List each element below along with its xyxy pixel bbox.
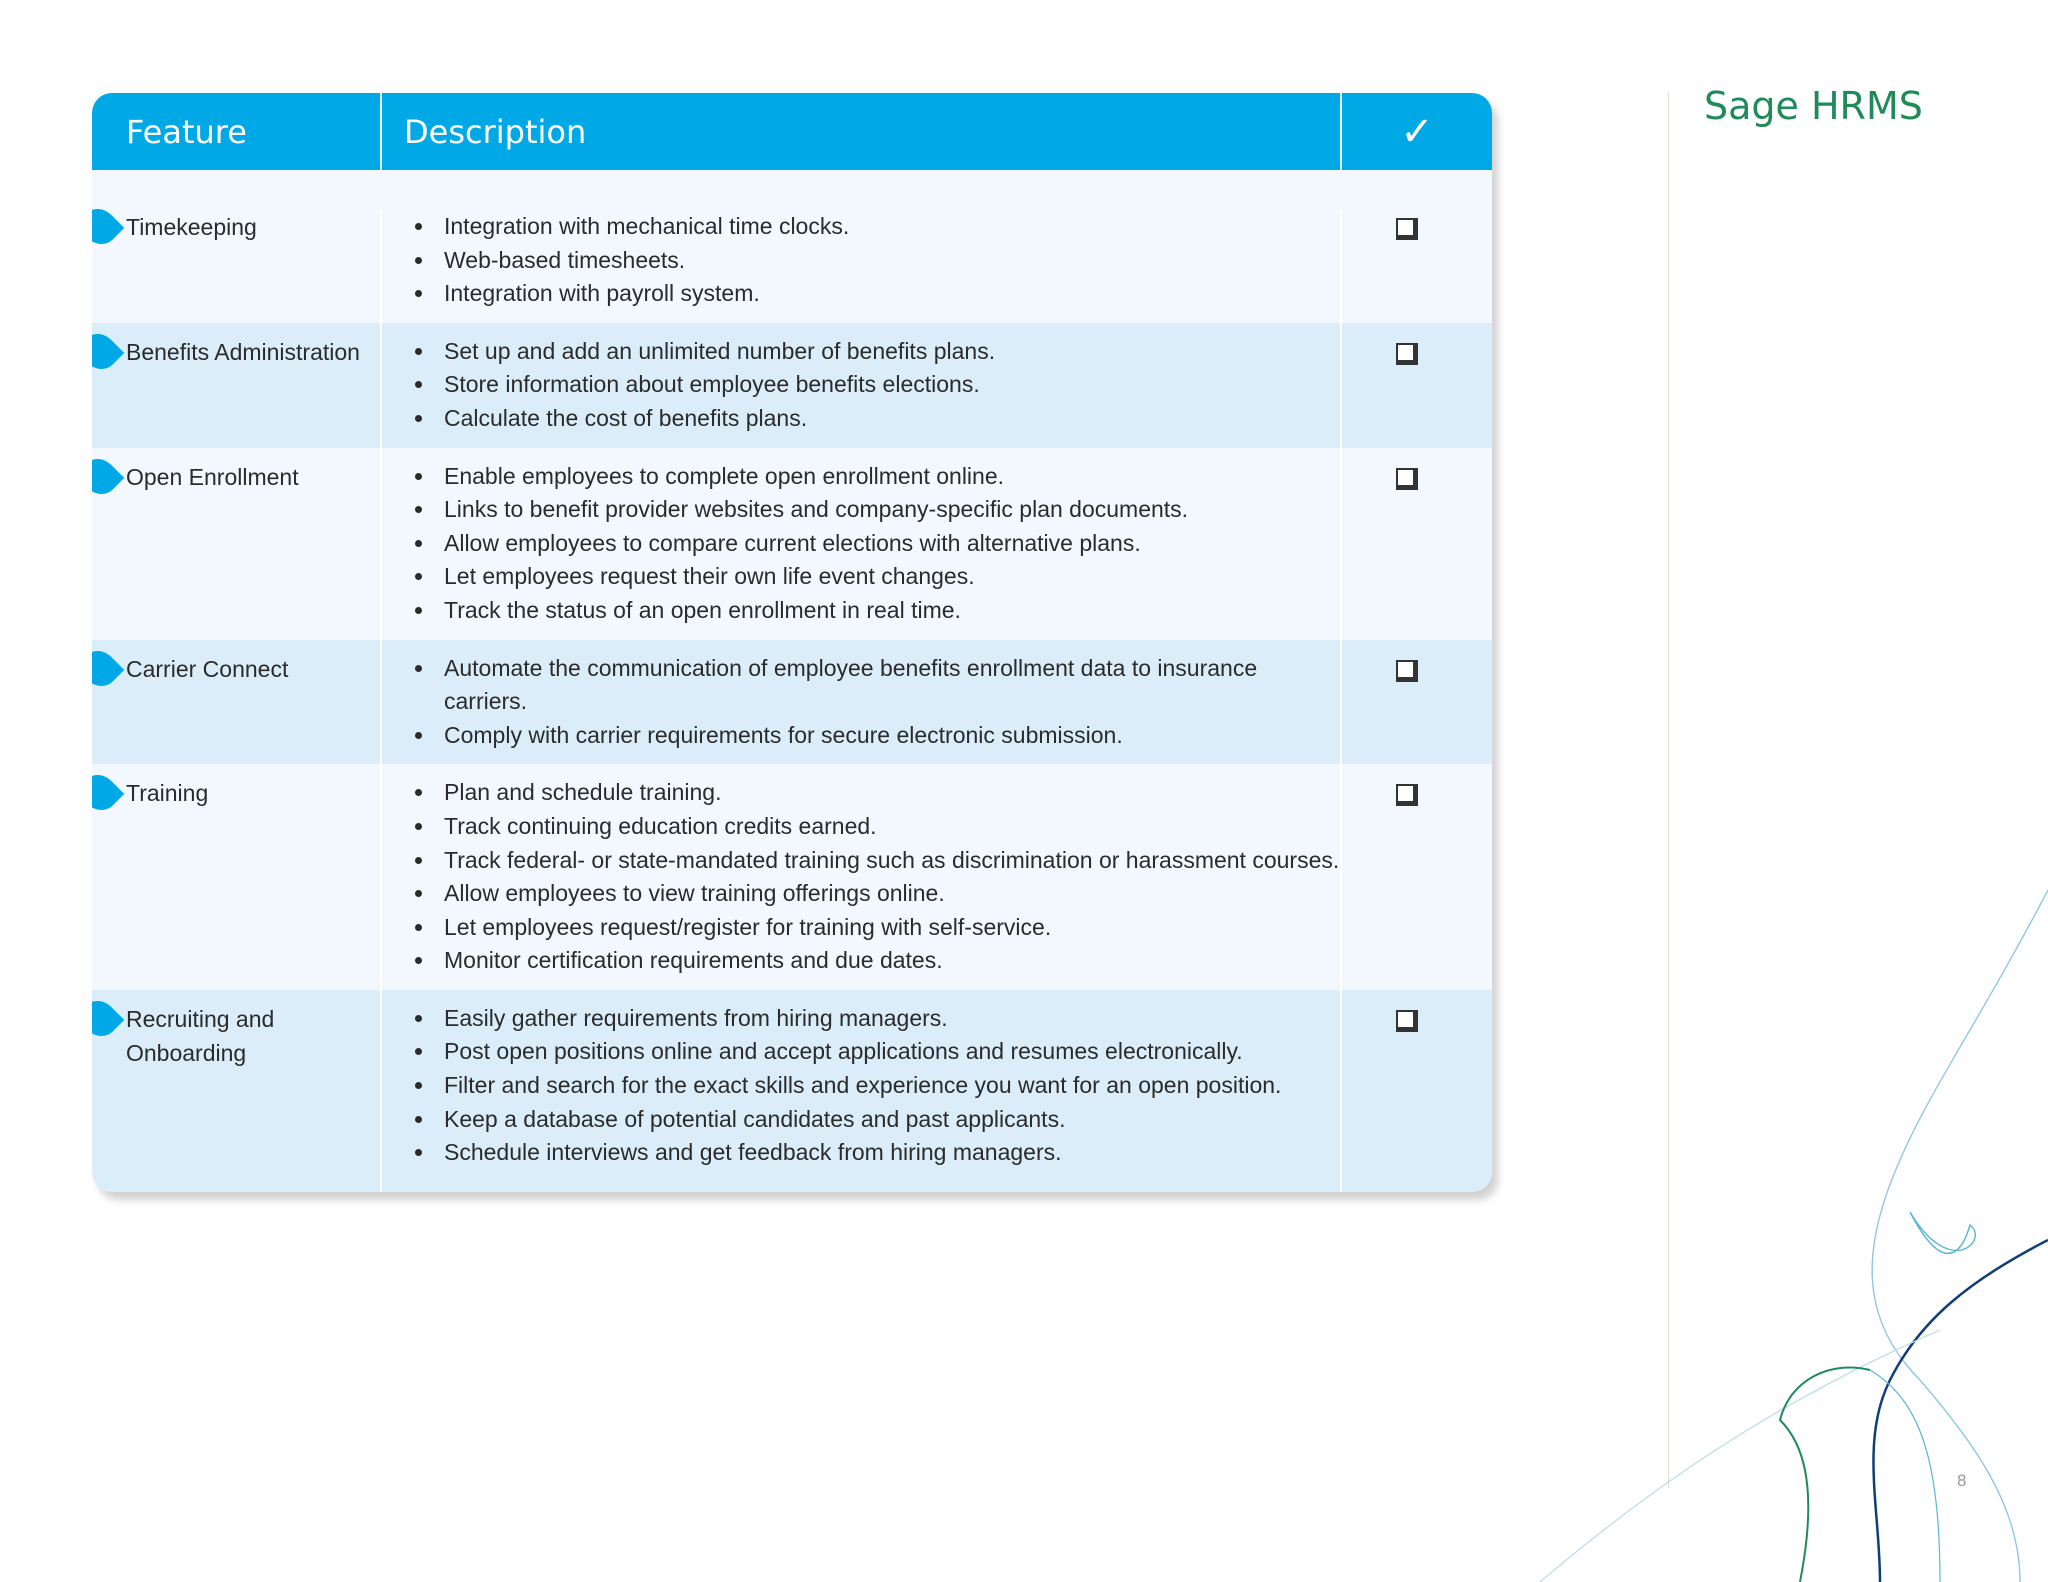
description-item: • Web-based timesheets. — [436, 244, 1340, 278]
feature-label: Carrier Connect — [126, 655, 289, 682]
description-item: • Schedule interviews and get feedback from hiring managers. — [436, 1136, 1340, 1170]
description-item: • Let employees request their own life event changes. — [436, 560, 1340, 594]
description-item: • Keep a database of potential candidates and past applicants. — [436, 1103, 1340, 1137]
checkbox-icon[interactable] — [1396, 660, 1418, 682]
table-row — [92, 640, 1492, 765]
feature-cell — [92, 990, 382, 1192]
checkbox-icon[interactable] — [1396, 1010, 1418, 1032]
description-item: • Integration with mechanical time clocks. — [436, 210, 1340, 244]
description-item: • Track continuing education credits earned. — [436, 810, 1340, 844]
table-spacer — [92, 170, 1492, 210]
checkbox-icon[interactable] — [1396, 468, 1418, 490]
description-item: • Allow employees to view training offerings online. — [436, 877, 1340, 911]
description-item: • Comply with carrier requirements for secure electronic submission. — [436, 719, 1340, 753]
description-item: • Easily gather requirements from hiring managers. — [436, 1002, 1340, 1036]
description-cell — [382, 990, 1342, 1192]
check-cell — [1342, 323, 1492, 448]
check-cell — [1342, 640, 1492, 765]
description-item: • Integration with payroll system. — [436, 277, 1340, 311]
header-feature: Feature — [92, 93, 382, 170]
checkbox-icon[interactable] — [1396, 784, 1418, 806]
check-cell — [1342, 764, 1492, 990]
feature-cell — [92, 323, 382, 448]
description-item: • Allow employees to compare current elections with alternative plans. — [436, 527, 1340, 561]
description-item: • Post open positions online and accept applications and resumes electronically. — [436, 1035, 1340, 1069]
feature-label: Benefits Administration — [126, 338, 360, 365]
description-cell — [382, 640, 1342, 765]
table-row — [92, 764, 1492, 990]
feature-label: Open Enrollment — [126, 463, 299, 490]
check-cell — [1342, 990, 1492, 1192]
checkbox-icon[interactable] — [1396, 343, 1418, 365]
description-item: • Track the status of an open enrollment in real time. — [436, 594, 1340, 628]
description-item: • Track federal- or state-mandated training such as discrimination or harassment courses. — [436, 844, 1340, 878]
description-item: • Links to benefit provider websites and company-specific plan documents. — [436, 493, 1340, 527]
description-list — [404, 1002, 1340, 1170]
feature-cell — [92, 210, 382, 323]
description-item: • Plan and schedule training. — [436, 776, 1340, 810]
description-item: • Filter and search for the exact skills and experience you want for an open position. — [436, 1069, 1340, 1103]
header-check: ✓ — [1400, 108, 1434, 155]
table-header — [92, 93, 1492, 170]
check-cell — [1342, 448, 1492, 640]
description-list — [404, 460, 1340, 628]
feature-label: Timekeeping — [126, 214, 257, 240]
description-list — [404, 776, 1340, 978]
description-item: • Automate the communication of employee benefits enrollment data to insurance carriers. — [436, 652, 1340, 719]
description-item: • Monitor certification requirements and due dates. — [436, 944, 1340, 978]
description-item: • Set up and add an unlimited number of benefits plans. — [436, 335, 1340, 369]
feature-cell — [92, 640, 382, 765]
description-list — [404, 652, 1340, 753]
table-body — [92, 210, 1492, 1192]
table-row — [92, 990, 1492, 1192]
feature-label: Recruiting and Onboarding — [126, 1005, 275, 1066]
description-list — [404, 335, 1340, 436]
description-list — [404, 210, 1340, 311]
table-row — [92, 448, 1492, 640]
feature-label: Training — [126, 780, 209, 807]
feature-table — [92, 93, 1492, 1192]
description-item: • Store information about employee benefits elections. — [436, 368, 1340, 402]
brand-title: Sage HRMS — [1704, 84, 1923, 128]
description-item: • Let employees request/register for training with self-service. — [436, 911, 1340, 945]
header-description: Description — [382, 93, 1342, 170]
check-cell — [1342, 210, 1492, 323]
page-number: 8 — [1957, 1471, 1967, 1490]
table-row — [92, 323, 1492, 448]
description-item: • Calculate the cost of benefits plans. — [436, 402, 1340, 436]
feature-cell — [92, 764, 382, 990]
description-cell — [382, 323, 1342, 448]
description-cell — [382, 764, 1342, 990]
feature-cell — [92, 448, 382, 640]
table-row — [92, 210, 1492, 323]
checkbox-icon[interactable] — [1396, 218, 1418, 240]
description-cell — [382, 448, 1342, 640]
description-cell — [382, 210, 1342, 323]
description-item: • Enable employees to complete open enrollment online. — [436, 460, 1340, 494]
